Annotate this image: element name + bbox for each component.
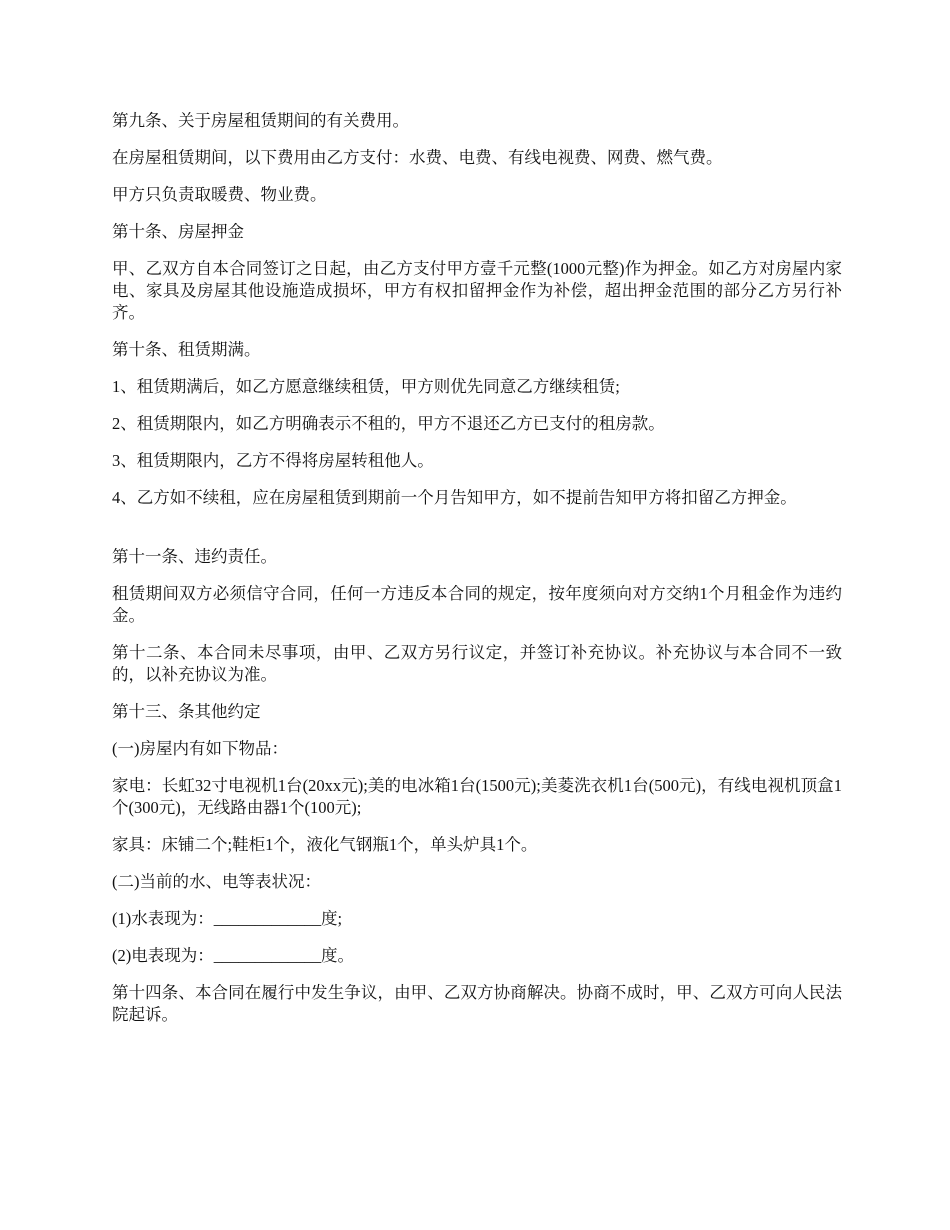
electric-meter-reading: (2)电表现为：_____________度。 <box>112 946 354 965</box>
article-10-heading: 第十条、房屋押金 <box>112 222 244 241</box>
article-9-landlord-fees: 甲方只负责取暖费、物业费。 <box>112 185 327 204</box>
meter-subheading: (二)当前的水、电等表状况： <box>112 872 321 891</box>
article-11-heading: 第十一条、违约责任。 <box>112 547 277 566</box>
article-9-heading: 第九条、关于房屋租赁期间的有关费用。 <box>112 111 409 130</box>
article-10-deposit-text: 甲、乙双方自本合同签订之日起，由乙方支付甲方壹千元整(1000元整)作为押金。如乙方对房屋内家电、家具及房屋其他设施造成损坏，甲方有权扣留押金作为补偿，超出押金范围的部分乙方另行补齐。 <box>112 259 842 322</box>
article-9-tenant-fees: 在房屋租赁期间，以下费用由乙方支付：水费、电费、有线电视费、网费、燃气费。 <box>112 148 723 167</box>
water-meter-reading: (1)水表现为：_____________度; <box>112 909 343 928</box>
items-subheading: (一)房屋内有如下物品： <box>112 739 288 758</box>
article-13-heading: 第十三、条其他约定 <box>112 702 261 721</box>
expiry-item-2: 2、租赁期限内，如乙方明确表示不租的，甲方不退还乙方已支付的租房款。 <box>112 414 665 433</box>
appliances-list: 家电：长虹32寸电视机1台(20xx元);美的电冰箱1台(1500元);美菱洗衣机1台(500元)，有线电视机顶盒1个(300元)，无线路由器1个(100元); <box>112 776 842 817</box>
article-11-text: 租赁期间双方必须信守合同，任何一方违反本合同的规定，按年度须向对方交纳1个月租金作为违约金。 <box>112 584 842 625</box>
article-10-expiry-heading: 第十条、租赁期满。 <box>112 340 261 359</box>
article-12-text: 第十二条、本合同未尽事项，由甲、乙双方另行议定，并签订补充协议。补充协议与本合同不一致的，以补充协议为准。 <box>112 643 842 684</box>
expiry-item-3: 3、租赁期限内，乙方不得将房屋转租他人。 <box>112 451 434 470</box>
expiry-item-4: 4、乙方如不续租，应在房屋租赁到期前一个月告知甲方，如不提前告知甲方将扣留乙方押金。 <box>112 488 797 507</box>
furniture-list: 家具：床铺二个;鞋柜1个，液化气钢瓶1个，单头炉具1个。 <box>112 835 538 854</box>
expiry-item-1: 1、租赁期满后，如乙方愿意继续租赁，甲方则优先同意乙方继续租赁; <box>112 377 620 396</box>
article-14-text: 第十四条、本合同在履行中发生争议，由甲、乙双方协商解决。协商不成时，甲、乙双方可向人民法院起诉。 <box>112 983 842 1024</box>
